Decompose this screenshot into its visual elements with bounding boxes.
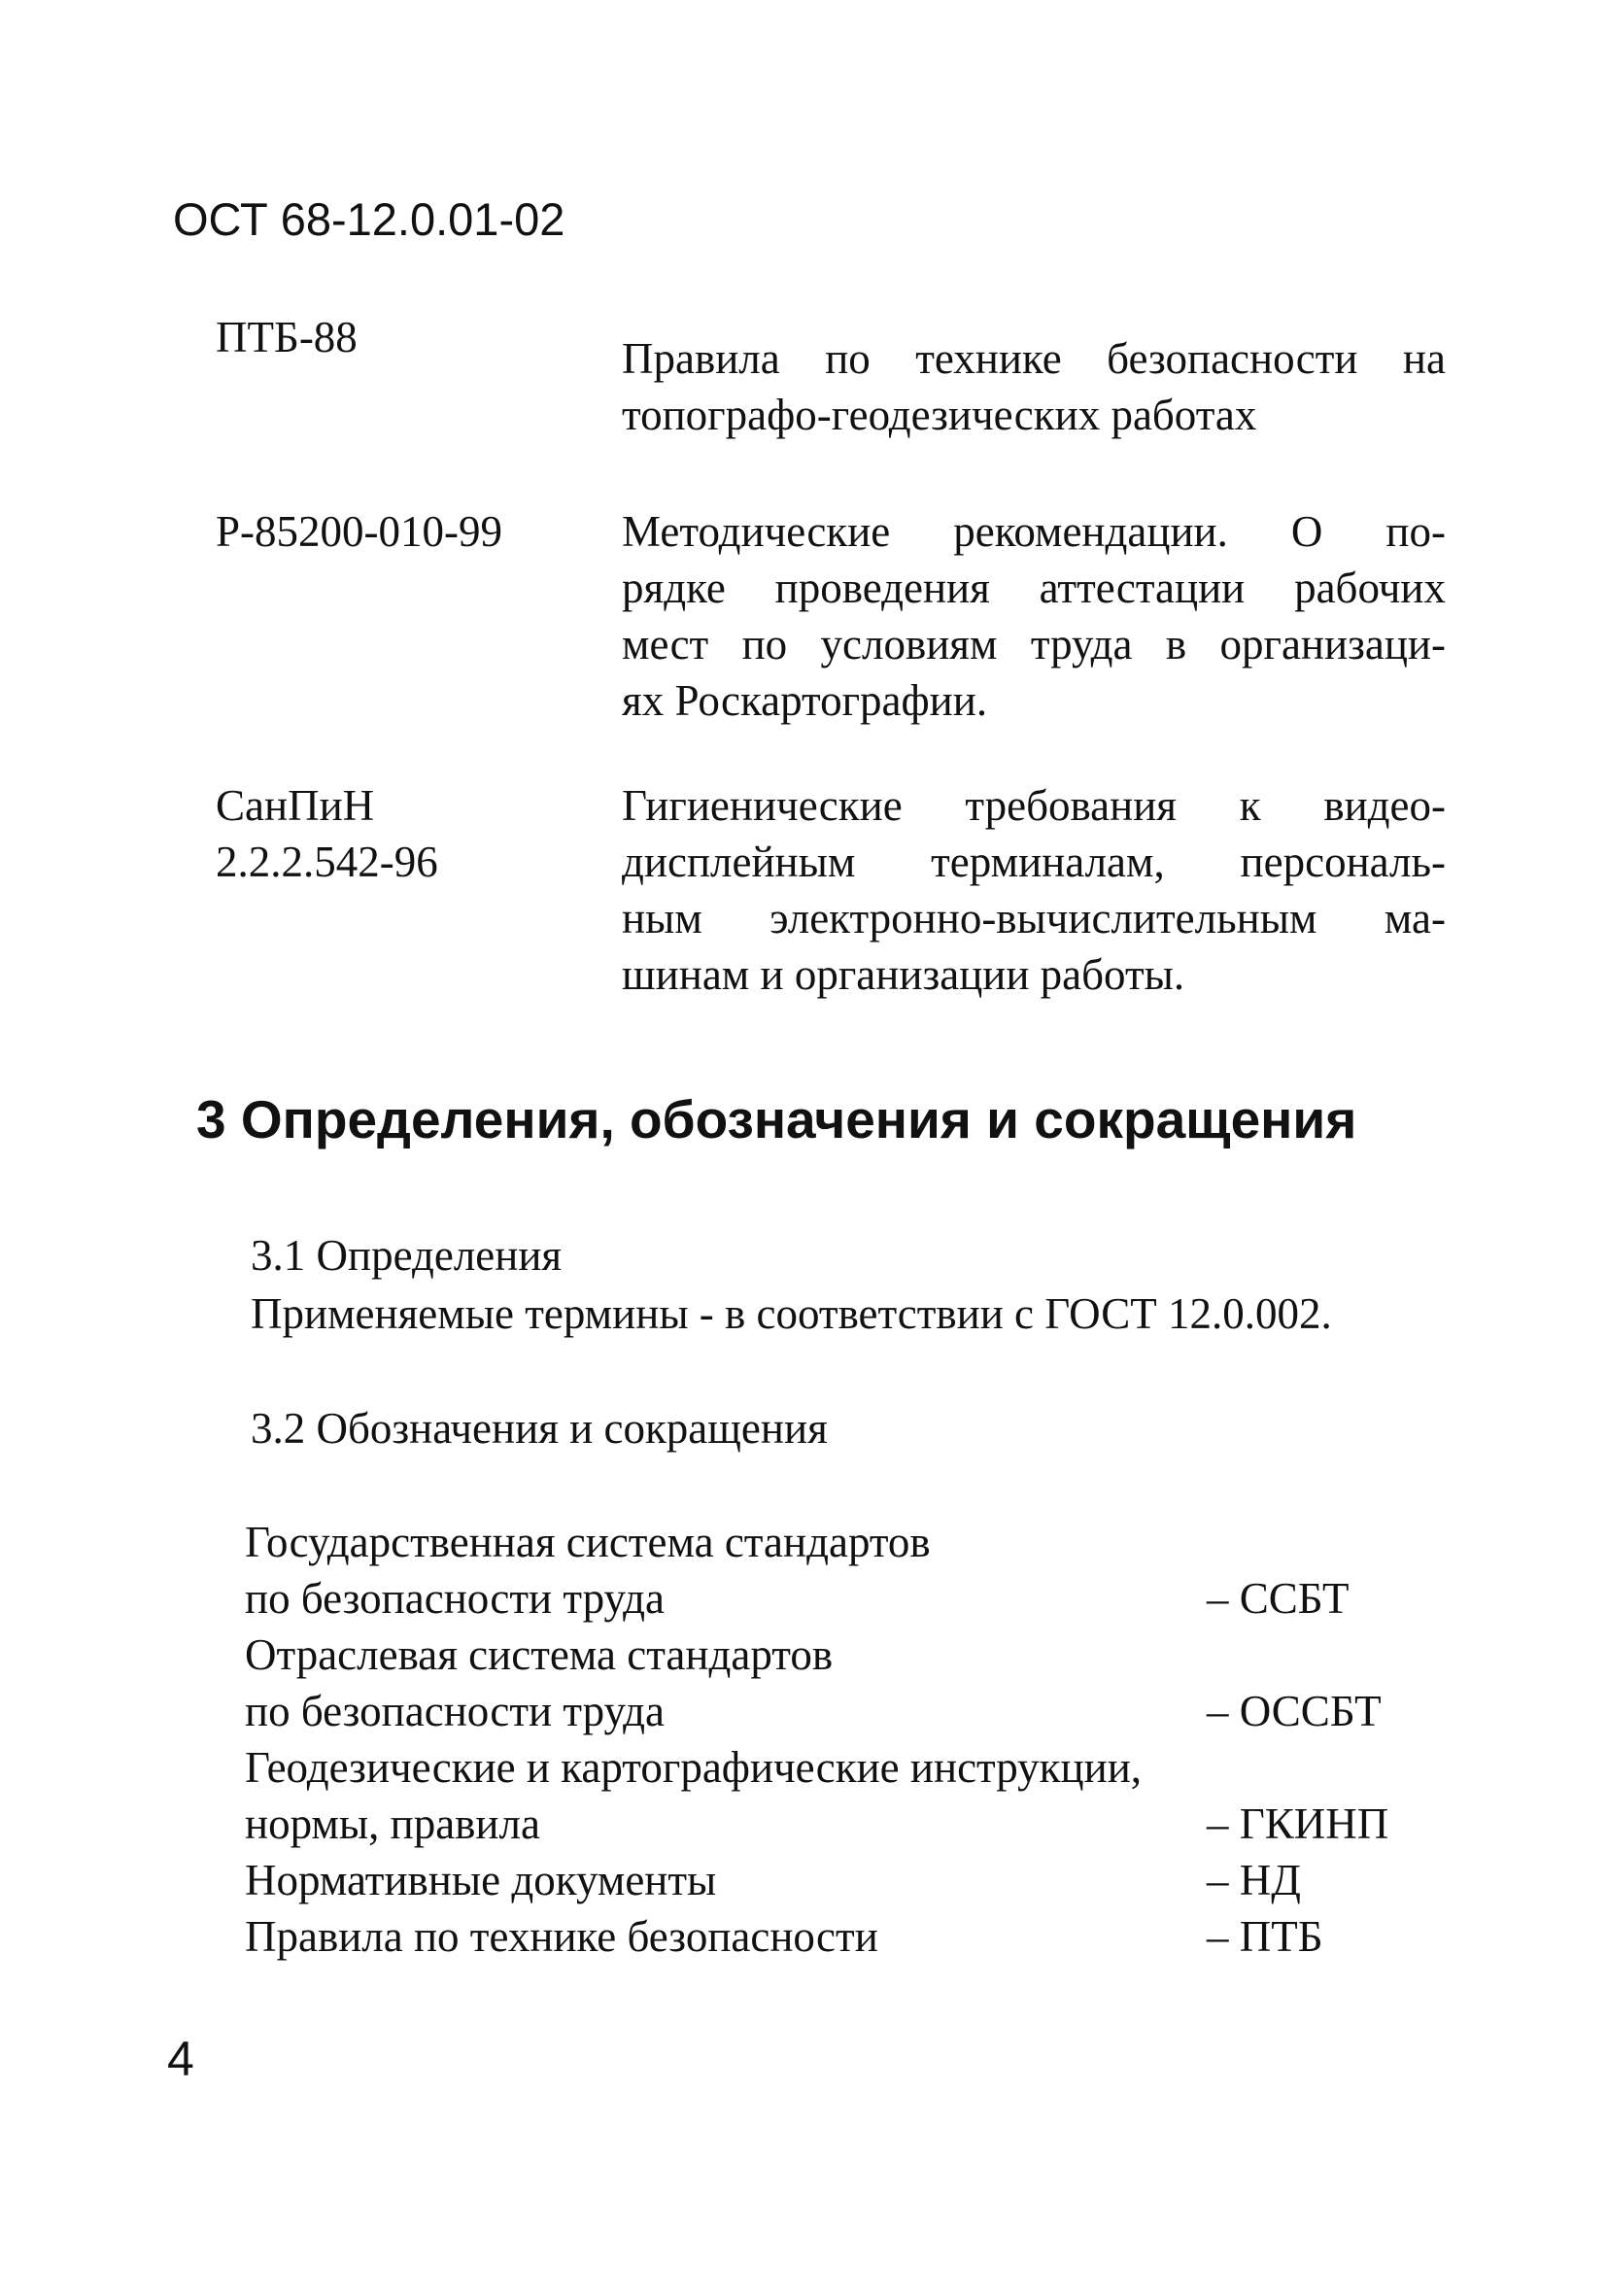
- abbreviation-term: Отраслевая система стандартов: [245, 1630, 834, 1679]
- abbreviation-code: [1207, 1627, 1430, 1683]
- abbreviation-row: [245, 1627, 1430, 1683]
- reference-description-line: Правила по технике безопасности на: [622, 334, 1446, 383]
- reference-code-line: ПТБ-88: [216, 313, 358, 361]
- abbreviations-list: [245, 1514, 1430, 1965]
- abbreviation-code: [1207, 1514, 1430, 1570]
- reference-description-line: шинам и организации работы.: [622, 950, 1185, 999]
- abbreviation-row: [245, 1570, 1430, 1627]
- definitions-title: 3.1 Определения: [251, 1231, 563, 1280]
- abbreviations-title: 3.2 Обозначения и сокращения: [251, 1404, 828, 1453]
- reference-description: [622, 330, 1446, 443]
- abbreviation-code: – ОССБТ: [1207, 1687, 1382, 1735]
- abbreviation-term: Правила по технике безопасности: [245, 1912, 878, 1961]
- reference-description: [622, 777, 1446, 1003]
- reference-description-line: ях Роскартографии.: [622, 676, 988, 725]
- reference-description-line: ным электронно-вычислительным ма-: [622, 894, 1446, 942]
- abbreviation-code: – ГКИНП: [1207, 1799, 1389, 1848]
- abbreviation-term: по безопасности труда: [245, 1687, 666, 1735]
- abbreviation-term: Государственная система стандартов: [245, 1518, 931, 1566]
- abbreviation-code: – ПТБ: [1207, 1912, 1323, 1961]
- abbreviation-code: – ССБТ: [1207, 1574, 1350, 1623]
- reference-code-line: СанПиН: [216, 781, 375, 830]
- abbreviation-row: [245, 1514, 1430, 1570]
- reference-description-line: мест по условиям труда в организаци-: [622, 620, 1446, 668]
- reference-code: [216, 777, 438, 890]
- page-number: 4: [167, 2032, 194, 2086]
- definitions-text: Применяемые термины - в соответствии с ГОСТ 12.0.002.: [251, 1289, 1332, 1338]
- abbreviation-code: [1207, 1739, 1430, 1796]
- reference-description-line: топографо-геодезических работах: [622, 391, 1257, 439]
- document-code: ОСТ 68-12.0.01-02: [173, 193, 565, 245]
- reference-description-line: дисплейным терминалам, персональ-: [622, 838, 1446, 886]
- abbreviation-code: – НД: [1207, 1856, 1301, 1904]
- abbreviation-term: Геодезические и картографические инструкции,: [245, 1743, 1143, 1792]
- abbreviation-row: [245, 1739, 1430, 1796]
- abbreviation-term: нормы, правила: [245, 1799, 540, 1848]
- abbreviation-term: Нормативные документы: [245, 1856, 717, 1904]
- reference-description: [622, 503, 1446, 729]
- reference-code-line: Р-85200-010-99: [216, 507, 502, 556]
- reference-description-line: Гигиенические требования к видео-: [622, 781, 1446, 830]
- abbreviation-row: [245, 1852, 1430, 1908]
- reference-description-line: Методические рекомендации. О по-: [622, 507, 1446, 556]
- abbreviation-row: [245, 1796, 1430, 1852]
- section-heading: 3 Определения, обозначения и сокращения: [196, 1089, 1357, 1149]
- reference-description-line: рядке проведения аттестации рабочих: [622, 564, 1446, 612]
- abbreviation-term: по безопасности труда: [245, 1574, 666, 1623]
- reference-code-line: 2.2.2.542-96: [216, 838, 438, 886]
- reference-code: [216, 503, 502, 560]
- abbreviation-row: [245, 1908, 1430, 1965]
- abbreviation-row: [245, 1683, 1430, 1739]
- reference-code: [216, 309, 358, 365]
